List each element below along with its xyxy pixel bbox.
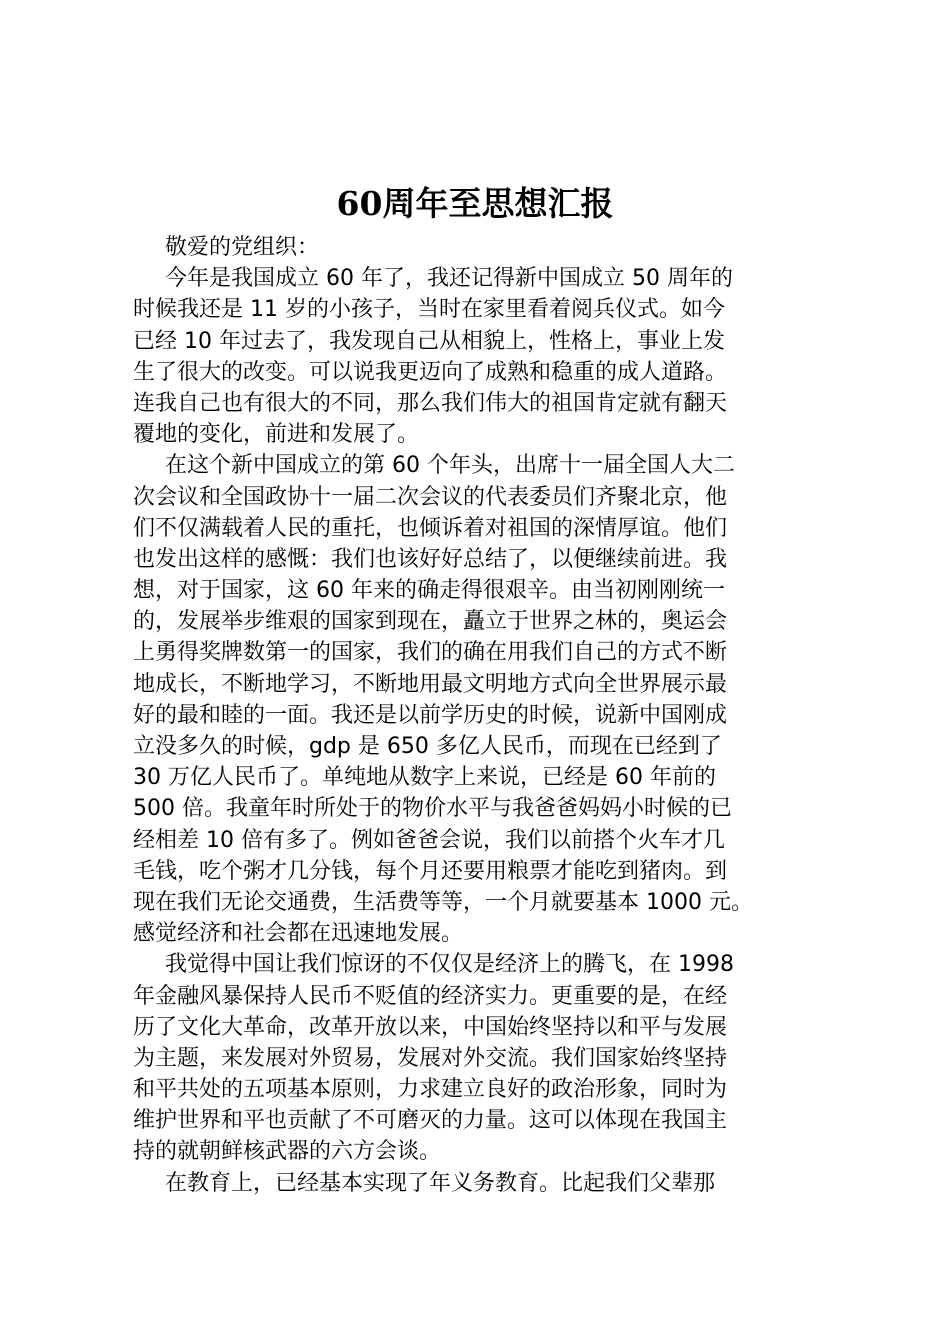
text-line: 覆地的变化，前进和发展了。 [133, 422, 420, 448]
text-line: 感觉经济和社会都在迅速地发展。 [133, 921, 464, 947]
text-line: 在这个新中国成立的第 60 个年头，出席十一届全国人大二 [165, 453, 735, 479]
text-line: 地成长，不断地学习，不断地用最文明地方式向全世界展示最 [133, 671, 728, 697]
text-line: 现在我们无论交通费，生活费等等，一个月就要基本 1000 元。 [133, 889, 753, 915]
text-line: 好的最和睦的一面。我还是以前学历史的时候，说新中国刚成 [133, 702, 728, 728]
text-line: 30 万亿人民币了。单纯地从数字上来说，已经是 60 年前的 [133, 765, 716, 791]
text-line: 生了很大的改变。可以说我更迈向了成熟和稳重的成人道路。 [133, 359, 728, 385]
text-line: 我觉得中国让我们惊讶的不仅仅是经济上的腾飞，在 1998 [165, 952, 734, 978]
text-line: 在教育上，已经基本实现了年义务教育。比起我们父辈那 [165, 1170, 716, 1196]
text-line: 已经 10 年过去了，我发现自己从相貌上，性格上，事业上发 [133, 328, 725, 354]
text-line: 想，对于国家，这 60 年来的确走得很艰辛。由当初刚刚统一 [133, 578, 725, 604]
text-line: 的，发展举步维艰的国家到现在，矗立于世界之林的，奥运会 [133, 609, 728, 635]
text-line: 上勇得奖牌数第一的国家，我们的确在用我们自己的方式不断 [133, 640, 728, 666]
text-line: 和平共处的五项基本原则，力求建立良好的政治形象，同时为 [133, 1077, 728, 1103]
text-line: 敬爱的党组织： [165, 235, 320, 260]
text-line: 持的就朝鲜核武器的六方会谈。 [133, 1139, 442, 1165]
text-line: 今年是我国成立 60 年了，我还记得新中国成立 50 周年的 [165, 266, 733, 292]
text-line: 也发出这样的感慨：我们也该好好总结了，以便继续前进。我 [133, 546, 728, 572]
document-body [133, 232, 833, 1199]
text-line: 时候我还是 11 岁的小孩子，当时在家里看着阅兵仪式。如今 [133, 297, 725, 323]
text-line: 为主题，来发展对外贸易，发展对外交流。我们国家始终坚持 [133, 1045, 728, 1071]
text-line: 们不仅满载着人民的重托，也倾诉着对祖国的深情厚谊。他们 [133, 515, 728, 541]
document-title: 60周年至思想汇报 [336, 184, 614, 223]
text-line: 毛钱，吃个粥才几分钱，每个月还要用粮票才能吃到猪肉。到 [133, 858, 728, 884]
text-line: 经相差 10 倍有多了。例如爸爸会说，我们以前搭个火车才几 [133, 827, 725, 853]
text-line: 历了文化大革命，改革开放以来，中国始终坚持以和平与发展 [133, 1014, 728, 1040]
text-line: 年金融风暴保持人民币不贬值的经济实力。更重要的是，在经 [133, 983, 728, 1009]
text-line: 500 倍。我童年时所处于的物价水平与我爸爸妈妈小时候的已 [133, 796, 732, 822]
text-line: 立没多久的时候，gdp 是 650 多亿人民币，而现在已经到了 [133, 734, 722, 759]
text-line: 次会议和全国政协十一届二次会议的代表委员们齐聚北京，他 [133, 484, 728, 510]
text-line: 维护世界和平也贡献了不可磨灭的力量。这可以体现在我国主 [133, 1108, 728, 1134]
text-line: 连我自己也有很大的不同，那么我们伟大的祖国肯定就有翻天 [133, 390, 728, 416]
